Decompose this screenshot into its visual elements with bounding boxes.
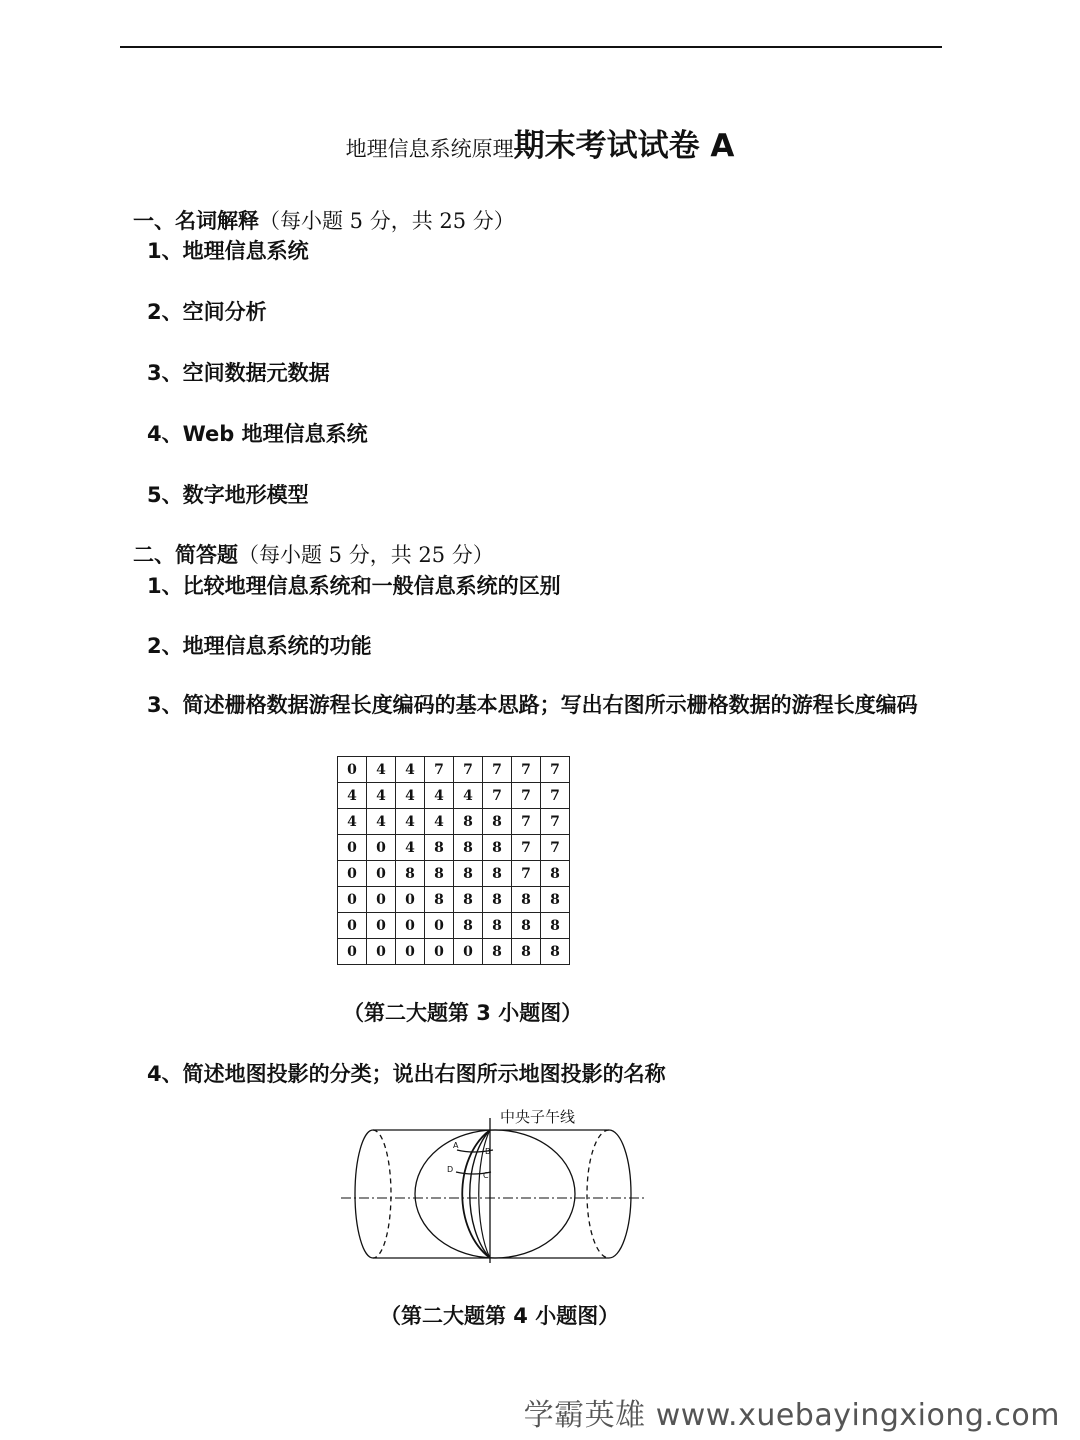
cylinder-left-back [373,1130,391,1258]
q3-caption: （第二大题第 3 小题图） [343,1001,583,1025]
grid-cell: 7 [483,783,512,809]
point-label-a: A [453,1141,459,1150]
grid-cell: 0 [338,757,367,783]
grid-cell: 7 [512,861,541,887]
grid-cell: 8 [512,913,541,939]
grid-cell: 4 [454,783,483,809]
q4-caption: （第二大题第 4 小题图） [380,1304,620,1328]
grid-cell: 8 [512,887,541,913]
grid-cell: 0 [425,939,454,965]
grid-cell: 0 [367,939,396,965]
grid-cell: 7 [512,809,541,835]
grid-row [338,887,570,913]
top-rule [120,46,942,48]
grid-cell: 4 [367,757,396,783]
section1-item-2: 2、空间分析 [147,300,267,324]
grid-cell: 4 [338,809,367,835]
grid-cell: 7 [512,835,541,861]
grid-cell: 7 [454,757,483,783]
grid-cell: 8 [483,913,512,939]
section1-item-1: 1、地理信息系统 [147,239,309,263]
point-label-c: C [483,1171,489,1180]
grid-cell: 8 [541,861,570,887]
grid-cell: 8 [483,835,512,861]
grid-cell: 8 [541,913,570,939]
cylinder-left-front [355,1130,373,1258]
point-label-b: B [485,1147,491,1156]
grid-cell: 8 [454,835,483,861]
grid-cell: 4 [338,783,367,809]
grid-cell: 0 [396,939,425,965]
section2-q3: 3、简述栅格数据游程长度编码的基本思路；写出右图所示栅格数据的游程长度编码 [147,693,918,717]
projection-figure [335,1098,655,1268]
grid-cell: 7 [541,757,570,783]
section1-heading [133,205,515,235]
grid-cell: 0 [338,887,367,913]
section1-title: 一、名词解释 [133,209,259,233]
grid-cell: 7 [425,757,454,783]
grid-cell: 8 [425,887,454,913]
grid-cell: 7 [512,757,541,783]
grid-cell: 4 [396,757,425,783]
grid-cell: 0 [338,939,367,965]
grid-cell: 4 [367,809,396,835]
grid-cell: 8 [483,939,512,965]
grid-row [338,809,570,835]
grid-cell: 4 [396,809,425,835]
grid-cell: 4 [425,783,454,809]
grid-row [338,913,570,939]
grid-cell: 8 [454,809,483,835]
grid-cell: 8 [541,939,570,965]
section2-q2: 2、地理信息系统的功能 [147,634,372,658]
grid-cell: 8 [396,861,425,887]
grid-cell: 8 [541,887,570,913]
grid-cell: 7 [483,757,512,783]
title-main: 期末考试试卷 A [513,128,735,164]
grid-cell: 7 [541,809,570,835]
grid-cell: 7 [541,835,570,861]
title-prefix: 地理信息系统原理 [345,137,514,161]
page-title [0,120,1080,165]
section1-note: （每小题 5 分，共 25 分） [259,209,515,233]
raster-grid [337,756,570,965]
grid-cell: 0 [367,887,396,913]
meridian-label: 中央子午线 [500,1108,576,1126]
grid-cell: 0 [396,887,425,913]
grid-cell: 8 [454,887,483,913]
section2-heading [133,539,494,569]
grid-cell: 8 [425,861,454,887]
grid-cell: 0 [425,913,454,939]
section2-title: 二、简答题 [133,543,238,567]
section2-q1: 1、比较地理信息系统和一般信息系统的区别 [147,574,561,598]
grid-cell: 0 [338,835,367,861]
grid-cell: 8 [454,913,483,939]
grid-cell: 0 [338,861,367,887]
section1-item-5: 5、数字地形模型 [147,483,309,507]
grid-cell: 8 [454,861,483,887]
grid-cell: 8 [483,887,512,913]
grid-cell: 0 [396,913,425,939]
section1-item-3: 3、空间数据元数据 [147,361,330,385]
globe-outline [415,1130,575,1258]
cylinder-right-back [587,1130,609,1258]
cylinder-right-front [609,1130,631,1258]
grid-cell: 4 [367,783,396,809]
site-watermark: 学霸英雄 www.xuebayingxiong.com [523,1398,1060,1433]
grid-row [338,835,570,861]
grid-row [338,757,570,783]
section2-note: （每小题 5 分，共 25 分） [238,543,494,567]
section1-item-4: 4、Web 地理信息系统 [147,422,368,446]
grid-cell: 0 [338,913,367,939]
grid-row [338,861,570,887]
grid-cell: 0 [367,861,396,887]
grid-cell: 7 [512,783,541,809]
section2-q4: 4、简述地图投影的分类；说出右图所示地图投影的名称 [147,1062,666,1086]
grid-cell: 8 [512,939,541,965]
point-label-d: D [447,1165,454,1174]
grid-cell: 4 [396,835,425,861]
grid-row [338,939,570,965]
grid-cell: 7 [541,783,570,809]
grid-cell: 0 [367,835,396,861]
grid-cell: 8 [483,861,512,887]
grid-cell: 8 [425,835,454,861]
grid-cell: 4 [425,809,454,835]
grid-cell: 8 [483,809,512,835]
grid-row [338,783,570,809]
grid-cell: 0 [454,939,483,965]
grid-cell: 0 [367,913,396,939]
grid-cell: 4 [396,783,425,809]
